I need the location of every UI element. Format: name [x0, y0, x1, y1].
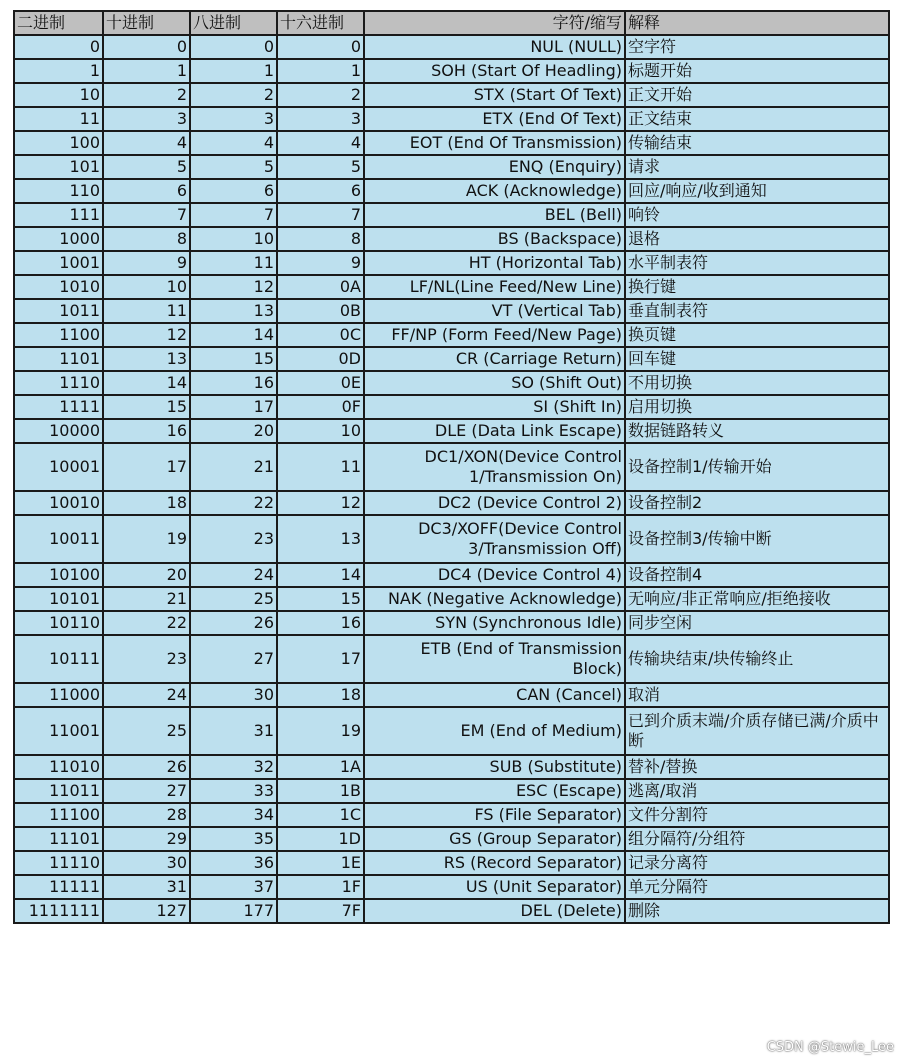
cell-hex: 1B [277, 779, 364, 803]
cell-desc: 同步空闲 [625, 611, 889, 635]
cell-hex: 14 [277, 563, 364, 587]
table-row [14, 179, 889, 203]
cell-char: DC2 (Device Control 2) [364, 491, 625, 515]
cell-hex: 19 [277, 707, 364, 755]
table-row [14, 59, 889, 83]
table-row [14, 371, 889, 395]
cell-binary: 1011 [14, 299, 103, 323]
cell-decimal: 8 [103, 227, 190, 251]
cell-octal: 27 [190, 635, 277, 683]
cell-binary: 11100 [14, 803, 103, 827]
cell-hex: 1E [277, 851, 364, 875]
cell-hex: 12 [277, 491, 364, 515]
cell-decimal: 22 [103, 611, 190, 635]
table-row [14, 875, 889, 899]
cell-octal: 36 [190, 851, 277, 875]
cell-binary: 10010 [14, 491, 103, 515]
cell-char: BS (Backspace) [364, 227, 625, 251]
cell-desc: 取消 [625, 683, 889, 707]
cell-binary: 10100 [14, 563, 103, 587]
cell-octal: 0 [190, 35, 277, 59]
cell-hex: 0F [277, 395, 364, 419]
table-row [14, 443, 889, 491]
cell-binary: 10 [14, 83, 103, 107]
table-row [14, 803, 889, 827]
cell-hex: 15 [277, 587, 364, 611]
cell-octal: 25 [190, 587, 277, 611]
cell-desc: 单元分隔符 [625, 875, 889, 899]
cell-desc: 标题开始 [625, 59, 889, 83]
cell-char: ETX (End Of Text) [364, 107, 625, 131]
cell-hex: 6 [277, 179, 364, 203]
table-row [14, 899, 889, 923]
table-row [14, 755, 889, 779]
cell-hex: 7 [277, 203, 364, 227]
table-row [14, 275, 889, 299]
table-row [14, 299, 889, 323]
cell-binary: 1 [14, 59, 103, 83]
cell-hex: 11 [277, 443, 364, 491]
cell-octal: 22 [190, 491, 277, 515]
table-row [14, 395, 889, 419]
table-row [14, 83, 889, 107]
cell-octal: 10 [190, 227, 277, 251]
cell-binary: 11000 [14, 683, 103, 707]
cell-char: EM (End of Medium) [364, 707, 625, 755]
cell-octal: 34 [190, 803, 277, 827]
cell-char: SO (Shift Out) [364, 371, 625, 395]
cell-hex: 1D [277, 827, 364, 851]
cell-char: VT (Vertical Tab) [364, 299, 625, 323]
header-char: 字符/缩写 [364, 11, 625, 35]
cell-desc: 响铃 [625, 203, 889, 227]
cell-binary: 1010 [14, 275, 103, 299]
cell-char: RS (Record Separator) [364, 851, 625, 875]
cell-char: ACK (Acknowledge) [364, 179, 625, 203]
cell-char: SYN (Synchronous Idle) [364, 611, 625, 635]
cell-binary: 110 [14, 179, 103, 203]
cell-desc: 启用切换 [625, 395, 889, 419]
cell-hex: 3 [277, 107, 364, 131]
table-row [14, 611, 889, 635]
cell-char: NAK (Negative Acknowledge) [364, 587, 625, 611]
table-row [14, 155, 889, 179]
table-row [14, 635, 889, 683]
cell-octal: 26 [190, 611, 277, 635]
cell-decimal: 5 [103, 155, 190, 179]
cell-octal: 16 [190, 371, 277, 395]
header-desc: 解释 [625, 11, 889, 35]
cell-char: NUL (NULL) [364, 35, 625, 59]
cell-decimal: 23 [103, 635, 190, 683]
cell-octal: 1 [190, 59, 277, 83]
cell-octal: 7 [190, 203, 277, 227]
cell-octal: 15 [190, 347, 277, 371]
cell-octal: 37 [190, 875, 277, 899]
header-hex: 十六进制 [277, 11, 364, 35]
cell-binary: 10001 [14, 443, 103, 491]
cell-decimal: 28 [103, 803, 190, 827]
cell-desc: 正文开始 [625, 83, 889, 107]
cell-hex: 8 [277, 227, 364, 251]
cell-octal: 6 [190, 179, 277, 203]
cell-octal: 33 [190, 779, 277, 803]
cell-hex: 10 [277, 419, 364, 443]
cell-binary: 100 [14, 131, 103, 155]
cell-hex: 0A [277, 275, 364, 299]
cell-octal: 177 [190, 899, 277, 923]
cell-hex: 1C [277, 803, 364, 827]
cell-binary: 11101 [14, 827, 103, 851]
cell-binary: 1001 [14, 251, 103, 275]
cell-desc: 空字符 [625, 35, 889, 59]
cell-binary: 1110 [14, 371, 103, 395]
cell-octal: 2 [190, 83, 277, 107]
cell-desc: 逃离/取消 [625, 779, 889, 803]
cell-desc: 正文结束 [625, 107, 889, 131]
cell-binary: 10000 [14, 419, 103, 443]
cell-decimal: 25 [103, 707, 190, 755]
cell-hex: 1F [277, 875, 364, 899]
cell-char: ENQ (Enquiry) [364, 155, 625, 179]
cell-binary: 10111 [14, 635, 103, 683]
cell-char: FS (File Separator) [364, 803, 625, 827]
cell-decimal: 30 [103, 851, 190, 875]
header-octal: 八进制 [190, 11, 277, 35]
cell-decimal: 31 [103, 875, 190, 899]
cell-binary: 1101 [14, 347, 103, 371]
table-row [14, 203, 889, 227]
cell-decimal: 2 [103, 83, 190, 107]
cell-desc: 组分隔符/分组符 [625, 827, 889, 851]
table-row [14, 107, 889, 131]
cell-desc: 替补/替换 [625, 755, 889, 779]
cell-decimal: 29 [103, 827, 190, 851]
cell-octal: 13 [190, 299, 277, 323]
cell-desc: 回应/响应/收到通知 [625, 179, 889, 203]
cell-decimal: 12 [103, 323, 190, 347]
cell-binary: 101 [14, 155, 103, 179]
cell-char: CR (Carriage Return) [364, 347, 625, 371]
cell-octal: 35 [190, 827, 277, 851]
table-row [14, 563, 889, 587]
cell-binary: 1100 [14, 323, 103, 347]
cell-decimal: 19 [103, 515, 190, 563]
table-row [14, 347, 889, 371]
cell-decimal: 18 [103, 491, 190, 515]
cell-desc: 删除 [625, 899, 889, 923]
cell-binary: 1111111 [14, 899, 103, 923]
cell-binary: 1000 [14, 227, 103, 251]
cell-decimal: 9 [103, 251, 190, 275]
cell-binary: 11011 [14, 779, 103, 803]
cell-decimal: 6 [103, 179, 190, 203]
table-row [14, 827, 889, 851]
cell-desc: 换页键 [625, 323, 889, 347]
cell-desc: 退格 [625, 227, 889, 251]
cell-decimal: 127 [103, 899, 190, 923]
cell-hex: 4 [277, 131, 364, 155]
table-row [14, 251, 889, 275]
cell-hex: 1A [277, 755, 364, 779]
cell-desc: 文件分割符 [625, 803, 889, 827]
cell-hex: 0B [277, 299, 364, 323]
cell-binary: 111 [14, 203, 103, 227]
cell-hex: 2 [277, 83, 364, 107]
cell-decimal: 11 [103, 299, 190, 323]
cell-decimal: 24 [103, 683, 190, 707]
header-binary: 二进制 [14, 11, 103, 35]
cell-hex: 0D [277, 347, 364, 371]
cell-binary: 11010 [14, 755, 103, 779]
cell-char: BEL (Bell) [364, 203, 625, 227]
cell-decimal: 21 [103, 587, 190, 611]
cell-char: SOH (Start Of Headling) [364, 59, 625, 83]
cell-octal: 32 [190, 755, 277, 779]
table-row [14, 515, 889, 563]
cell-octal: 11 [190, 251, 277, 275]
cell-char: HT (Horizontal Tab) [364, 251, 625, 275]
table-header-row [14, 11, 889, 35]
cell-hex: 17 [277, 635, 364, 683]
cell-octal: 5 [190, 155, 277, 179]
cell-desc: 设备控制1/传输开始 [625, 443, 889, 491]
table-row [14, 683, 889, 707]
cell-hex: 0C [277, 323, 364, 347]
cell-desc: 设备控制3/传输中断 [625, 515, 889, 563]
table-row [14, 707, 889, 755]
cell-binary: 10101 [14, 587, 103, 611]
cell-octal: 3 [190, 107, 277, 131]
cell-binary: 1111 [14, 395, 103, 419]
cell-decimal: 0 [103, 35, 190, 59]
table-row [14, 323, 889, 347]
cell-char: ESC (Escape) [364, 779, 625, 803]
table-row [14, 587, 889, 611]
cell-decimal: 13 [103, 347, 190, 371]
cell-desc: 无响应/非正常响应/拒绝接收 [625, 587, 889, 611]
cell-char: DC4 (Device Control 4) [364, 563, 625, 587]
cell-hex: 0E [277, 371, 364, 395]
cell-decimal: 27 [103, 779, 190, 803]
cell-decimal: 26 [103, 755, 190, 779]
watermark: CSDN @Stewie_Lee [766, 1040, 894, 1055]
cell-hex: 18 [277, 683, 364, 707]
cell-octal: 12 [190, 275, 277, 299]
cell-octal: 24 [190, 563, 277, 587]
cell-char: DLE (Data Link Escape) [364, 419, 625, 443]
cell-char: ETB (End of Transmission Block) [364, 635, 625, 683]
cell-octal: 14 [190, 323, 277, 347]
cell-binary: 10110 [14, 611, 103, 635]
cell-binary: 0 [14, 35, 103, 59]
cell-desc: 传输块结束/块传输终止 [625, 635, 889, 683]
table-body [14, 11, 889, 923]
table-row [14, 779, 889, 803]
cell-octal: 23 [190, 515, 277, 563]
cell-octal: 21 [190, 443, 277, 491]
cell-decimal: 16 [103, 419, 190, 443]
cell-char: DC1/XON(Device Control 1/Transmission On) [364, 443, 625, 491]
cell-hex: 0 [277, 35, 364, 59]
cell-char: STX (Start Of Text) [364, 83, 625, 107]
cell-char: SUB (Substitute) [364, 755, 625, 779]
ascii-table [13, 10, 890, 924]
cell-octal: 30 [190, 683, 277, 707]
cell-hex: 13 [277, 515, 364, 563]
cell-desc: 不用切换 [625, 371, 889, 395]
cell-decimal: 17 [103, 443, 190, 491]
cell-decimal: 20 [103, 563, 190, 587]
cell-char: DC3/XOFF(Device Control 3/Transmission Off) [364, 515, 625, 563]
cell-decimal: 14 [103, 371, 190, 395]
cell-decimal: 3 [103, 107, 190, 131]
cell-decimal: 4 [103, 131, 190, 155]
cell-octal: 31 [190, 707, 277, 755]
cell-hex: 16 [277, 611, 364, 635]
cell-hex: 7F [277, 899, 364, 923]
cell-char: SI (Shift In) [364, 395, 625, 419]
cell-char: US (Unit Separator) [364, 875, 625, 899]
cell-decimal: 15 [103, 395, 190, 419]
table-row [14, 851, 889, 875]
cell-hex: 1 [277, 59, 364, 83]
cell-binary: 11001 [14, 707, 103, 755]
cell-decimal: 10 [103, 275, 190, 299]
table-row [14, 131, 889, 155]
table-row [14, 227, 889, 251]
cell-desc: 数据链路转义 [625, 419, 889, 443]
cell-decimal: 7 [103, 203, 190, 227]
cell-binary: 10011 [14, 515, 103, 563]
cell-desc: 换行键 [625, 275, 889, 299]
cell-desc: 记录分离符 [625, 851, 889, 875]
cell-desc: 设备控制4 [625, 563, 889, 587]
table-row [14, 35, 889, 59]
cell-desc: 水平制表符 [625, 251, 889, 275]
cell-desc: 垂直制表符 [625, 299, 889, 323]
cell-char: CAN (Cancel) [364, 683, 625, 707]
cell-binary: 11 [14, 107, 103, 131]
cell-char: FF/NP (Form Feed/New Page) [364, 323, 625, 347]
cell-binary: 11110 [14, 851, 103, 875]
cell-desc: 请求 [625, 155, 889, 179]
cell-octal: 17 [190, 395, 277, 419]
cell-desc: 设备控制2 [625, 491, 889, 515]
table-row [14, 491, 889, 515]
cell-desc: 已到介质末端/介质存储已满/介质中断 [625, 707, 889, 755]
cell-decimal: 1 [103, 59, 190, 83]
table-row [14, 419, 889, 443]
cell-octal: 20 [190, 419, 277, 443]
header-decimal: 十进制 [103, 11, 190, 35]
cell-hex: 5 [277, 155, 364, 179]
cell-binary: 11111 [14, 875, 103, 899]
cell-desc: 传输结束 [625, 131, 889, 155]
cell-char: LF/NL(Line Feed/New Line) [364, 275, 625, 299]
cell-char: DEL (Delete) [364, 899, 625, 923]
cell-char: EOT (End Of Transmission) [364, 131, 625, 155]
cell-hex: 9 [277, 251, 364, 275]
cell-octal: 4 [190, 131, 277, 155]
cell-desc: 回车键 [625, 347, 889, 371]
cell-char: GS (Group Separator) [364, 827, 625, 851]
